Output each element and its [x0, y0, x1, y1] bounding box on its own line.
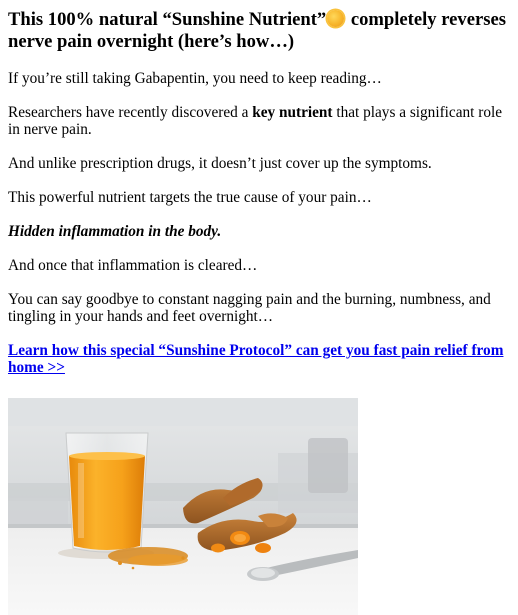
- paragraph-inflammation-cleared: And once that inflammation is cleared…: [8, 257, 258, 274]
- headline-text-end: completely reverses nerve pain overnight (here’s how…): [8, 9, 506, 52]
- sunshine-protocol-link[interactable]: Learn how this special “Sunshine Protocol” can get you fast pain relief from home >>: [8, 342, 504, 376]
- headline-text-start: This 100% natural “Sunshine Nutrient”: [8, 9, 327, 30]
- cta-paragraph: [8, 342, 508, 376]
- paragraph-key-nutrient: [8, 104, 508, 138]
- paragraph-hidden-inflammation: Hidden inflammation in the body.: [8, 223, 222, 240]
- sun-icon: [327, 10, 344, 27]
- paragraph-goodbye-pain: You can say goodbye to constant nagging pain and the burning, numbness, and tingling in your hands and feet overnight…: [8, 291, 491, 325]
- paragraph-key-nutrient-after: that plays a significant role in nerve pain.: [8, 104, 503, 138]
- article-body: [8, 0, 508, 376]
- hero-image-turmeric-juice[interactable]: [8, 398, 358, 615]
- paragraph-true-cause: This powerful nutrient targets the true cause of your pain…: [8, 189, 372, 206]
- hero-illustration: [8, 398, 358, 615]
- key-nutrient-emphasis: key nutrient: [252, 104, 333, 121]
- paragraph-unlike-drugs: And unlike prescription drugs, it doesn’t just cover up the symptoms.: [8, 155, 432, 172]
- paragraph-gabapentin: If you’re still taking Gabapentin, you need to keep reading…: [8, 70, 382, 87]
- headline: [8, 9, 508, 53]
- paragraph-key-nutrient-before: Researchers have recently discovered a: [8, 104, 253, 121]
